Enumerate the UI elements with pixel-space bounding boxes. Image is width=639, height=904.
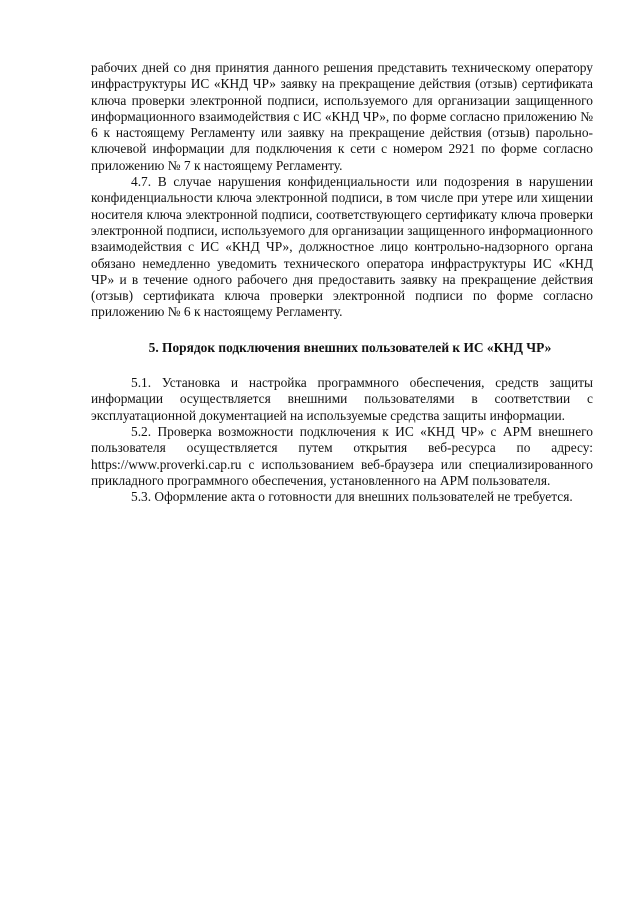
document-body (91, 60, 593, 505)
paragraph-5-2: 5.2. Проверка возможности подключения к ИС «КНД ЧР» с АРМ внешнего пользователя осуществляется путем открытия веб-ресурса по адресу: https://www.proverki.cap.ru с использованием веб-браузера или специализированного прикладного программного обеспечения, установленного на АРМ пользователя. (91, 423, 593, 488)
spacer (91, 321, 593, 340)
paragraph-5-1: 5.1. Установка и настройка программного обеспечения, средств защиты информации осуществляется внешними пользователями в соответствии с эксплуатационной документацией на используемые средства защиты информации. (91, 375, 593, 423)
section-5-heading: 5. Порядок подключения внешних пользователей к ИС «КНД ЧР» (148, 339, 552, 355)
paragraph-4-6-continuation: рабочих дней со дня принятия данного решения представить техническому оператору инфраструктуры ИС «КНД ЧР» заявку на прекращение действия (отзыв) сертификата ключа проверки электронной подписи, используемого для организации защищенного информационного взаимодействия с ИС «КНД ЧР», по форме согласно приложению № 6 к настоящему Регламенту или заявку на прекращение действия (отзыв) парольно-ключевой информации для подключения к сети с номером 2921 по форме согласно приложению № 7 к настоящему Регламенту. (91, 60, 593, 173)
paragraph-5-3: 5.3. Оформление акта о готовности для внешних пользователей не требуется. (131, 489, 573, 505)
spacer (91, 356, 593, 375)
paragraph-4-7: 4.7. В случае нарушения конфиденциальности или подозрения в нарушении конфиденциальности ключа электронной подписи, в том числе при утере или хищении носителя ключа электронной подписи, соответствующего сертификату ключа проверки электронной подписи, используемого для организации защищенного информационного взаимодействия с ИС «КНД ЧР», должностное лицо контрольно-надзорного органа обязано немедленно уведомить технического оператора инфраструктуры ИС «КНД ЧР» и в течение одного рабочего дня предоставить заявку на прекращение действия (отзыв) сертификата ключа проверки электронной подписи по форме согласно приложению № 6 к настоящему Регламенту. (91, 174, 593, 320)
